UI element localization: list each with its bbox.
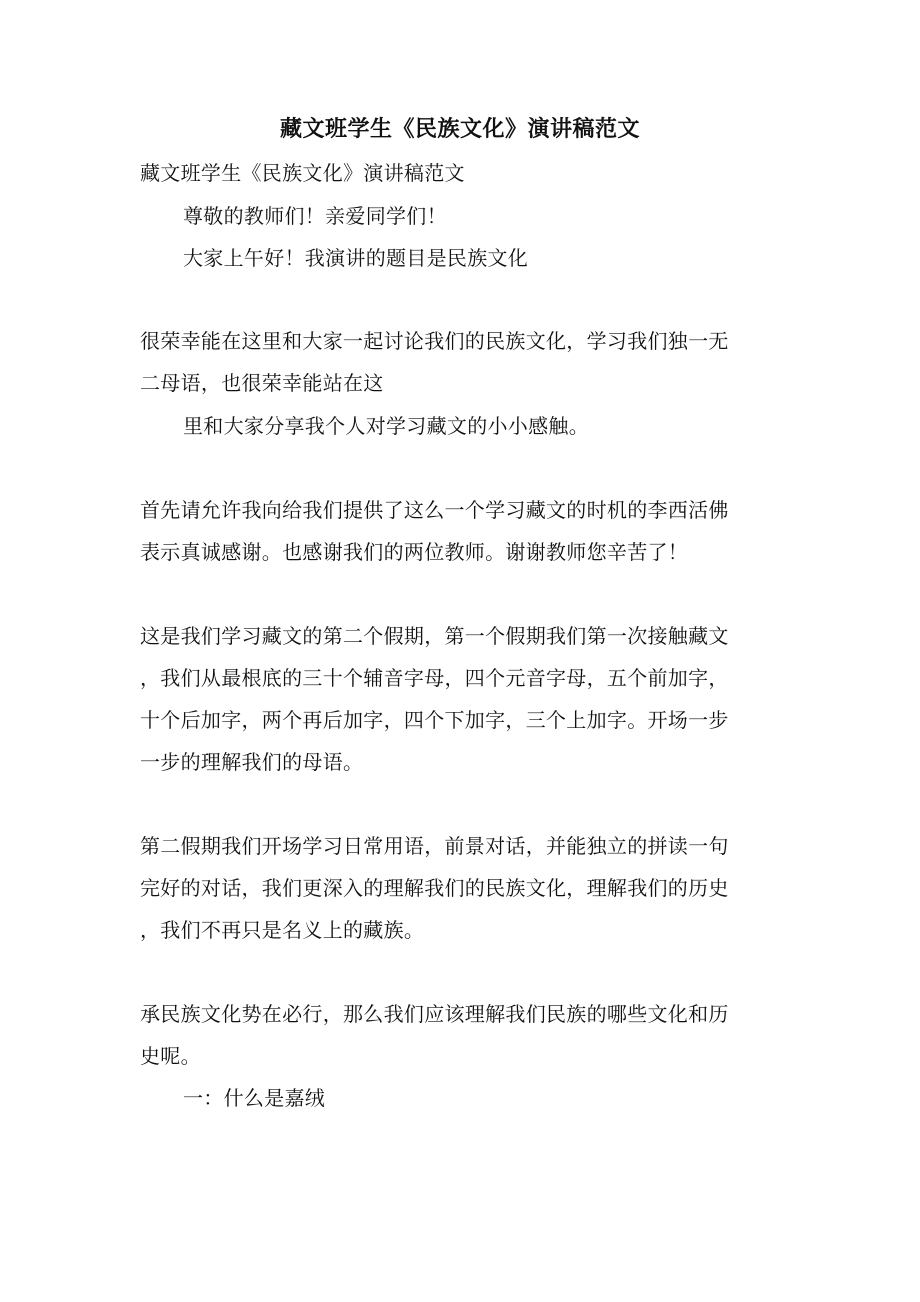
text-line: 十个后加字，两个再后加字，四个下加字，三个上加字。开场一步 [140,708,729,732]
text-line: ，我们从最根底的三十个辅音字母，四个元音字母，五个前加字， [140,666,729,690]
text-line: 尊敬的教师们！亲爱同学们！ [183,204,447,228]
text-line: 里和大家分享我个人对学习藏文的小小感触。 [183,414,589,438]
text-line: 大家上午好！我演讲的题目是民族文化 [183,246,529,270]
text-line: 完好的对话，我们更深入的理解我们的民族文化，理解我们的历史 [140,876,729,900]
text-line: ，我们不再只是名义上的藏族。 [140,918,425,942]
text-line: 藏文班学生《民族文化》演讲稿范文 [140,161,465,185]
text-line: 二母语，也很荣幸能站在这 [140,371,384,395]
text-line: 一步的理解我们的母语。 [140,750,364,774]
text-line: 这是我们学习藏文的第二个假期，第一个假期我们第一次接触藏文 [140,624,729,648]
text-line: 史呢。 [140,1044,201,1068]
text-line: 很荣幸能在这里和大家一起讨论我们的民族文化，学习我们独一无 [140,329,729,353]
document-title: 藏文班学生《民族文化》演讲稿范文 [279,116,640,142]
text-line: 承民族文化势在必行，那么我们应该理解我们民族的哪些文化和历 [140,1002,729,1026]
text-line: 首先请允许我向给我们提供了这么一个学习藏文的时机的李西活佛 [140,498,729,522]
text-line: 第二假期我们开场学习日常用语，前景对话，并能独立的拼读一句 [140,834,729,858]
text-line: 表示真诚感谢。也感谢我们的两位教师。谢谢教师您辛苦了！ [140,540,689,564]
text-line: 一：什么是嘉绒 [183,1086,326,1110]
